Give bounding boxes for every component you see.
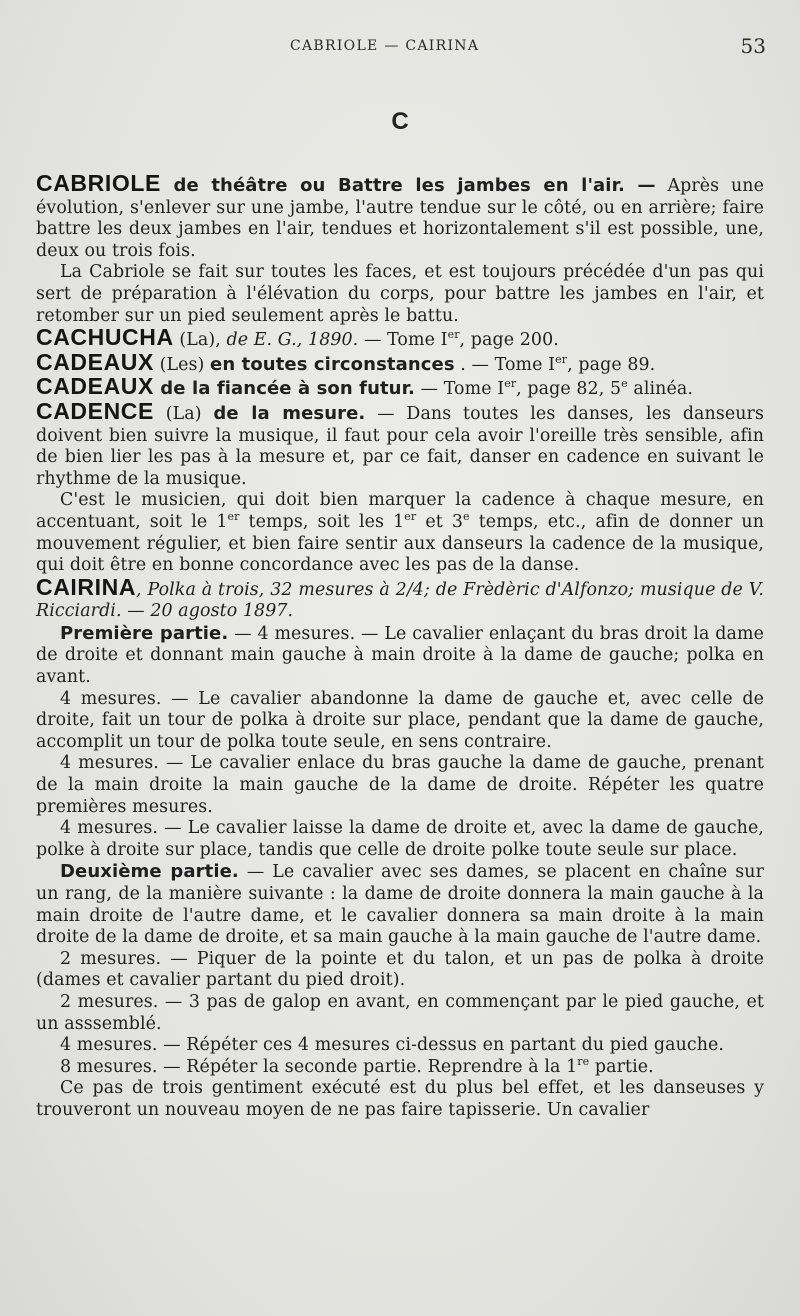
tome-ref: — Tome I — [414, 379, 505, 400]
ordinal-sup: re — [577, 1054, 590, 1068]
part-label: Deuxième partie. — [60, 861, 239, 883]
paragraph: 2 mesures. — Piquer de la pointe et du talon, et un pas de polka à droite (dames et cavalier partant du pied droit). — [36, 948, 764, 991]
paragraph: La Cabriole se fait sur toutes les faces, et est toujours précédée d'un pas qui sert de préparation à l'élévation du corps, pour battre les jambes en l'air, et retomber sur un pied seulement après le battu. — [36, 262, 764, 326]
entry-subtitle: de la fiancée à son futur. — [153, 378, 415, 400]
paragraph — [36, 490, 764, 576]
tome-sup: er — [447, 328, 460, 342]
part-text: — 4 mesures. — Le cavalier enlaçant du bras droit la dame de droite et donnant main gauche à main droite à la dame de gauche; polka en avant. — [36, 623, 764, 688]
paragraph: 2 mesures. — 3 pas de galop en avant, en commençant par le pied gauche, et un asssemblé. — [36, 991, 764, 1034]
entry-cadence — [36, 397, 764, 490]
entry-cairina — [36, 573, 764, 623]
entry-mid: (Les) — [153, 354, 211, 375]
text-run: et 3 — [416, 511, 464, 532]
entry-cabriole — [36, 170, 764, 262]
tome-sup: er — [555, 352, 568, 366]
paragraph — [36, 623, 764, 689]
entry-mid: (La), — [173, 330, 227, 351]
headword: CADEAUX — [36, 373, 154, 400]
headword: CADENCE — [36, 397, 154, 424]
tome-ref: . — Tome I — [454, 354, 556, 375]
page-number: 53 — [740, 34, 766, 58]
ordinal-sup: er — [404, 510, 417, 524]
entry-italic: de E. G., 1890. — [226, 330, 359, 351]
page-ref: , page 89. — [567, 354, 656, 375]
headword: CACHUCHA — [36, 324, 174, 351]
alinea-text: alinéa. — [627, 379, 693, 400]
part-text: — Le cavalier avec ses dames, se placent en chaîne sur un rang, de la manière suivante : la dame de droite donnera la main gauche à la main droite de l'autre dame, et le cavalier donnera sa main droite à la main droite de la dame de droite, et sa main gauche à la main gauche de l'autre dame. — [36, 862, 765, 948]
section-letter: C — [391, 108, 409, 135]
headword: CADEAUX — [36, 348, 154, 375]
page-ref: , page 82, — [516, 379, 610, 400]
paragraph — [36, 861, 764, 948]
alinea-num: 5 — [609, 379, 622, 400]
headword: CAIRINA — [36, 573, 137, 600]
entry-subtitle: de théâtre ou Battre les jambes en l'air. — — [160, 175, 656, 196]
tome-sup: er — [504, 377, 517, 391]
text-run: 8 mesures. — Répéter la seconde partie. Reprendre à la 1 — [60, 1056, 578, 1077]
entry-italic: , Polka à trois, 32 mesures à 2/4; de Frèdèric d'Alfonzo; musique de V. Ricciardi. — 20 agosto 1897. — [36, 579, 764, 622]
ordinal-sup: e — [463, 510, 470, 524]
entry-subtitle: en toutes circonstances — [210, 353, 455, 375]
entry-mid: (La) — [153, 403, 214, 424]
text-run: temps, soit les 1 — [239, 511, 405, 532]
running-header — [0, 36, 800, 56]
dictionary-body — [36, 170, 765, 1122]
tome-ref: — Tome I — [358, 330, 448, 351]
paragraph: 4 mesures. — Répéter ces 4 mesures ci-dessus en partant du pied gauche. — [60, 1035, 725, 1056]
text-run: partie. — [589, 1056, 654, 1077]
paragraph: Ce pas de trois gentiment exécuté est du plus bel effet, et les danseuses y trouveront un nouveau moyen de ne pas faire tapisserie. Un cavalier — [36, 1078, 764, 1120]
running-title: CABRIOLE — CAIRINA — [290, 38, 480, 54]
paragraph: 4 mesures. — Le cavalier laisse la dame de droite et, avec la dame de gauche, polke à droite sur place, tandis que celle de droite polke toute seule sur place. — [36, 818, 764, 860]
text-run: temps, etc., afin de donner un mouvement régulier, et bien faire sentir aux danseurs la cadence de la musique, qui doit être en bonne concordance avec les pas de la danse. — [36, 511, 764, 576]
ordinal-sup: er — [227, 510, 240, 524]
part-label: Première partie. — [60, 622, 229, 644]
paragraph — [36, 1054, 764, 1079]
alinea-sup: e — [621, 377, 628, 391]
headword: CABRIOLE — [36, 170, 161, 196]
page-ref: , page 200. — [459, 330, 559, 351]
entry-subtitle: de la mesure. — [213, 402, 366, 424]
entry-text: Après une évolution, s'enlever sur une jambe, l'autre tendue sur le côté, ou en arrière; faire battre les deux jambes en l'air, tendues et horizontalement s'il est possible, une, deux ou trois fois. — [36, 176, 764, 261]
paragraph: 4 mesures. — Le cavalier abandonne la dame de gauche et, avec celle de droite, fait un tour de polka à droite sur place, pendant que la dame de gauche, accomplit un tour de polka toute seule, en sens contraire. — [36, 688, 764, 752]
entry-text: — Dans toutes les danses, les danseurs doivent bien suivre la musique, il faut pour cela avoir l'oreille très sensible, afin de bien lier les pas à la mesure et, par ce fait, danser en cadence en suivant le rhythme de la musique. — [36, 403, 764, 489]
paragraph: 4 mesures. — Le cavalier enlace du bras gauche la dame de gauche, prenant de la main droite la main gauche de la dame de droite. Répéter les quatre premières mesures. — [36, 753, 764, 817]
text-run: C'est le musicien, qui doit bien marquer la cadence à chaque mesure, en accentuant, soit le 1 — [36, 490, 764, 532]
